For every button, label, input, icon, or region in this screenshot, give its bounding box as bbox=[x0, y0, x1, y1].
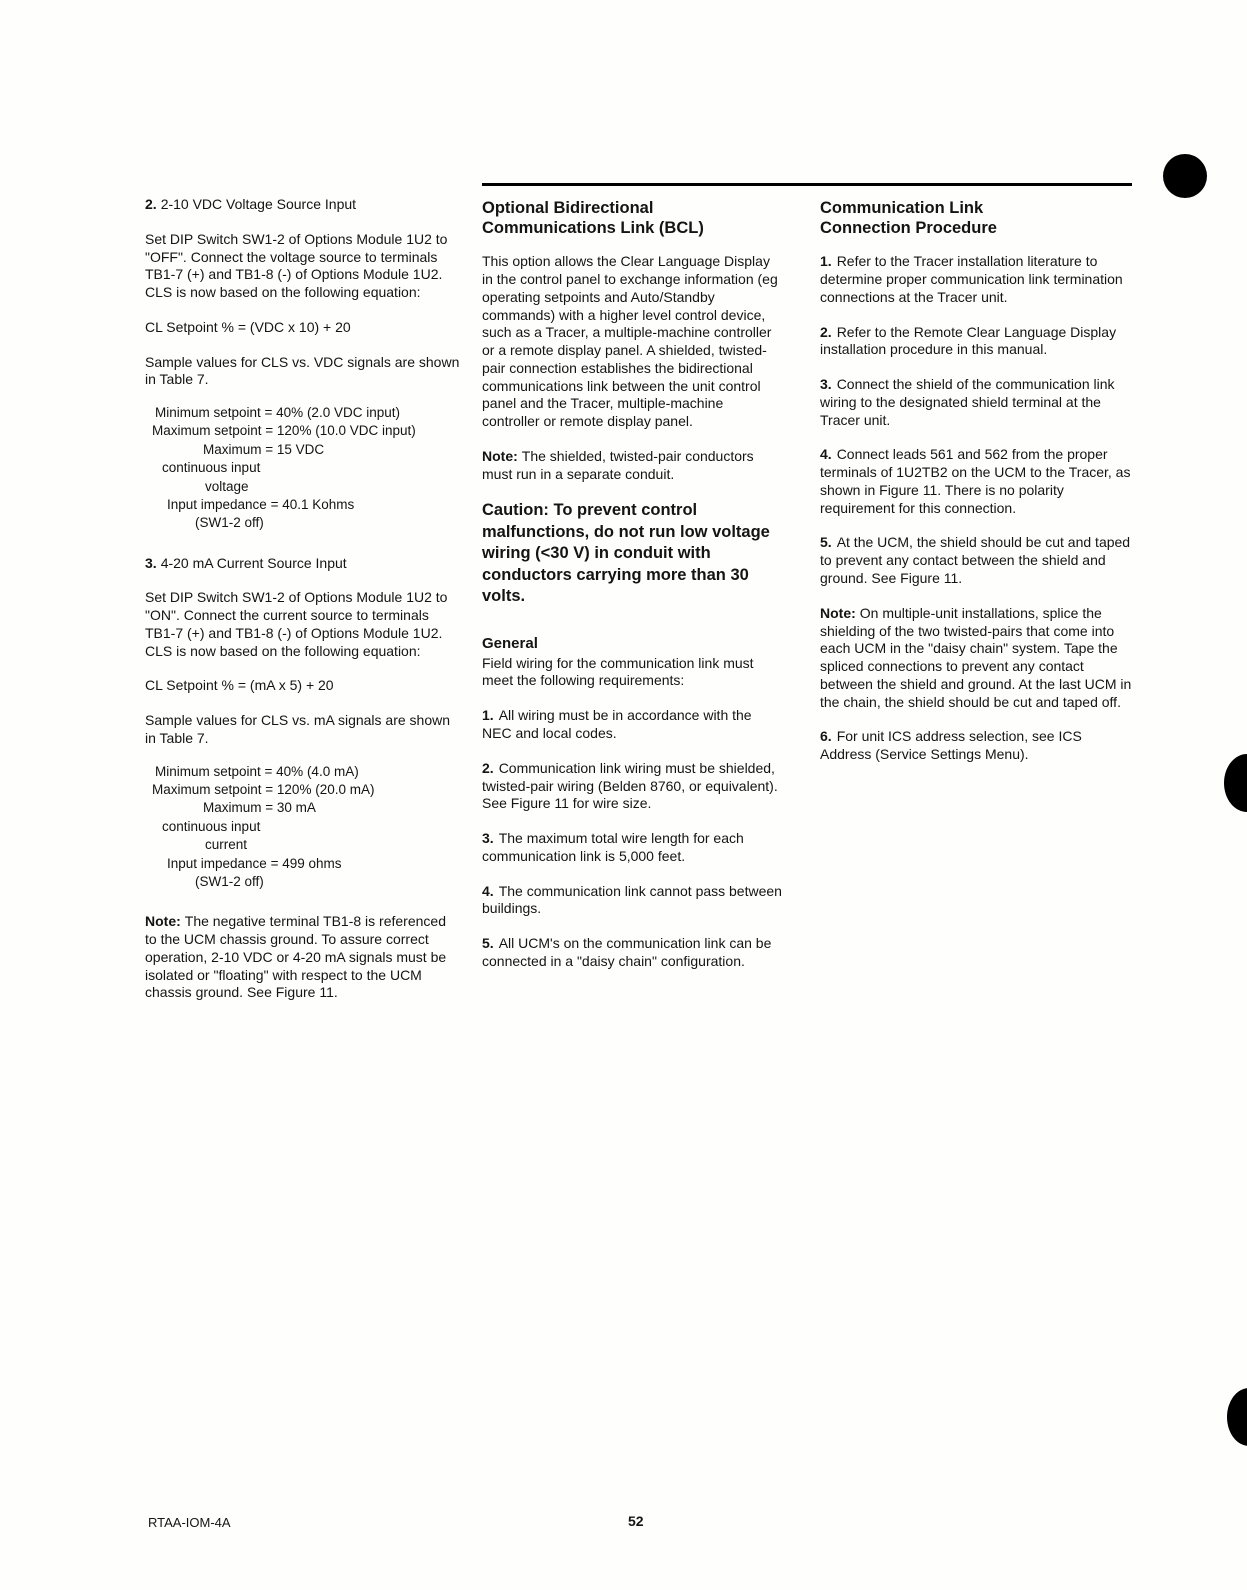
section-3-title: 4-20 mA Current Source Input bbox=[160, 554, 347, 571]
note-label: Note: bbox=[482, 447, 518, 464]
spec-line: (SW1-2 off) bbox=[195, 515, 264, 531]
requirement-item bbox=[482, 830, 782, 866]
spec-line: Minimum setpoint = 40% (4.0 mA) bbox=[155, 763, 359, 779]
item-number: 2. bbox=[482, 759, 494, 776]
section-2-title: 2-10 VDC Voltage Source Input bbox=[160, 196, 357, 212]
procedure-step bbox=[820, 534, 1136, 587]
step-text: Connect the shield of the communication link wiring to the designated shield terminal at the Tracer unit. bbox=[820, 376, 1115, 428]
bcl-heading: Optional Bidirectional Communications Link (BCL) bbox=[482, 199, 704, 238]
note-text: On multiple-unit installations, splice the shielding of the two twisted-pairs that come into each UCM in the "daisy chain" system. Tape the spliced connections to prevent any contact between the shield and ground. At the last UCM in the chain, the shield should be cut and taped off. bbox=[820, 604, 1132, 710]
step-number: 6. bbox=[820, 728, 832, 745]
item-number: 4. bbox=[482, 882, 494, 899]
note-label: Note: bbox=[145, 913, 181, 930]
column-middle bbox=[482, 198, 782, 988]
spec-line: Minimum setpoint = 40% (2.0 VDC input) bbox=[155, 405, 400, 421]
binding-mark-middle bbox=[1224, 754, 1247, 812]
bcl-intro-paragraph: This option allows the Clear Language Display in the control panel to exchange information (eg operating setpoints and Auto/Standby commands) with a higher level control device, such as a Tracer, a multiple-machine controller or a remote display panel. A shielded, twisted-pair connection establishes the bidirectional communications link between the unit control panel and the Tracer, multiple-machine controller or remote display panel. bbox=[482, 253, 778, 430]
spec-line: Input impedance = 40.1 Kohms bbox=[167, 496, 355, 512]
right-note bbox=[820, 605, 1136, 712]
spec-line: (SW1-2 off) bbox=[195, 873, 264, 889]
spec-line: current bbox=[205, 837, 248, 853]
item-number: 3. bbox=[482, 830, 494, 847]
step-number: 1. bbox=[820, 253, 832, 270]
spec-line: continuous input bbox=[162, 818, 261, 834]
general-heading: General bbox=[482, 634, 538, 652]
step-number: 4. bbox=[820, 446, 832, 463]
step-number: 3. bbox=[820, 376, 832, 393]
registration-dot bbox=[1163, 154, 1207, 198]
spec-line: Maximum setpoint = 120% (20.0 mA) bbox=[152, 782, 375, 798]
step-text: Refer to the Remote Clear Language Display installation procedure in this manual. bbox=[820, 323, 1117, 358]
section-2-paragraph: Set DIP Switch SW1-2 of Options Module 1U2 to "OFF". Connect the voltage source to terminals TB1-7 (+) and TB1-8 (-) of Options Module 1U2. CLS is now based on the following equation: bbox=[145, 230, 448, 301]
section-2-number: 2. bbox=[145, 196, 157, 212]
item-text: The maximum total wire length for each communication link is 5,000 feet. bbox=[482, 830, 744, 864]
spec-line: Maximum setpoint = 120% (10.0 VDC input) bbox=[152, 423, 416, 439]
section-2-sample-text: Sample values for CLS vs. VDC signals are shown in Table 7. bbox=[145, 353, 460, 388]
item-text: All UCM's on the communication link can be connected in a "daisy chain" configuration. bbox=[482, 935, 772, 969]
procedure-step bbox=[820, 446, 1136, 517]
section-2-heading bbox=[145, 196, 460, 214]
procedure-step bbox=[820, 253, 1136, 306]
note-label: Note: bbox=[820, 604, 856, 621]
left-note bbox=[145, 913, 460, 1002]
step-number: 5. bbox=[820, 534, 832, 551]
spec-line: continuous input bbox=[162, 460, 261, 476]
section-3-paragraph: Set DIP Switch SW1-2 of Options Module 1U2 to "ON". Connect the current source to terminals TB1-7 (+) and TB1-8 (-) of Options Module 1U2. CLS is now based on the following equation: bbox=[145, 589, 448, 659]
section-3-heading bbox=[145, 555, 460, 573]
item-text: Communication link wiring must be shielded, twisted-pair wiring (Belden 8760, or equivalent). See Figure 11 for wire size. bbox=[482, 759, 778, 812]
footer-document-code: RTAA-IOM-4A bbox=[148, 1515, 231, 1530]
step-text: For unit ICS address selection, see ICS Address (Service Settings Menu). bbox=[820, 728, 1082, 763]
bcl-note bbox=[482, 448, 782, 484]
connection-procedure-heading: Communication Link Connection Procedure bbox=[820, 199, 997, 238]
procedure-step bbox=[820, 376, 1136, 429]
section-3-sample-text: Sample values for CLS vs. mA signals are shown in Table 7. bbox=[145, 712, 451, 746]
spec-line: Input impedance = 499 ohms bbox=[167, 855, 342, 871]
column-right bbox=[820, 198, 1136, 781]
requirement-item bbox=[482, 883, 782, 919]
item-text: All wiring must be in accordance with the NEC and local codes. bbox=[482, 707, 752, 741]
section-3-equation: CL Setpoint % = (mA x 5) + 20 bbox=[145, 677, 334, 694]
requirement-item bbox=[482, 760, 782, 813]
note-text: The negative terminal TB1-8 is referenced to the UCM chassis ground. To assure correct operation, 2-10 VDC or 4-20 mA signals must be isolated or "floating" with respect to the UCM chassis ground. See Figure 11. bbox=[145, 913, 447, 1001]
procedure-step bbox=[820, 728, 1136, 764]
requirement-item bbox=[482, 707, 782, 743]
requirement-item bbox=[482, 935, 782, 971]
spec-line: Maximum = 15 VDC bbox=[203, 441, 325, 457]
note-text: The shielded, twisted-pair conductors must run in a separate conduit. bbox=[482, 447, 754, 482]
general-intro: Field wiring for the communication link must meet the following requirements: bbox=[482, 654, 754, 689]
footer-page-number: 52 bbox=[628, 1513, 644, 1529]
column-left bbox=[145, 196, 460, 1019]
step-number: 2. bbox=[820, 323, 832, 340]
top-rule bbox=[482, 183, 1132, 186]
step-text: Refer to the Tracer installation literature to determine proper communication link termination connections at the Tracer unit. bbox=[820, 253, 1123, 305]
spec-line: Maximum = 30 mA bbox=[203, 800, 316, 816]
item-number: 5. bbox=[482, 935, 494, 952]
caution-statement: Caution: To prevent control malfunctions, do not run low voltage wiring (<30 V) in conduit with conductors carrying more than 30 volts. bbox=[482, 501, 770, 606]
section-2-spec-list bbox=[145, 404, 460, 533]
section-3-spec-list bbox=[145, 763, 460, 892]
step-text: Connect leads 561 and 562 from the proper terminals of 1U2TB2 on the UCM to the Tracer, as shown in Figure 11. There is no polarity requirement for this connection. bbox=[820, 446, 1131, 516]
binding-mark-bottom bbox=[1227, 1388, 1247, 1446]
procedure-step bbox=[820, 324, 1136, 360]
item-number: 1. bbox=[482, 707, 494, 724]
spec-line: voltage bbox=[205, 478, 249, 494]
section-3-number: 3. bbox=[145, 554, 157, 571]
item-text: The communication link cannot pass between buildings. bbox=[482, 882, 782, 917]
section-2-equation: CL Setpoint % = (VDC x 10) + 20 bbox=[145, 318, 351, 335]
step-text: At the UCM, the shield should be cut and taped to prevent any contact between the shield and ground. See Figure 11. bbox=[820, 534, 1131, 586]
